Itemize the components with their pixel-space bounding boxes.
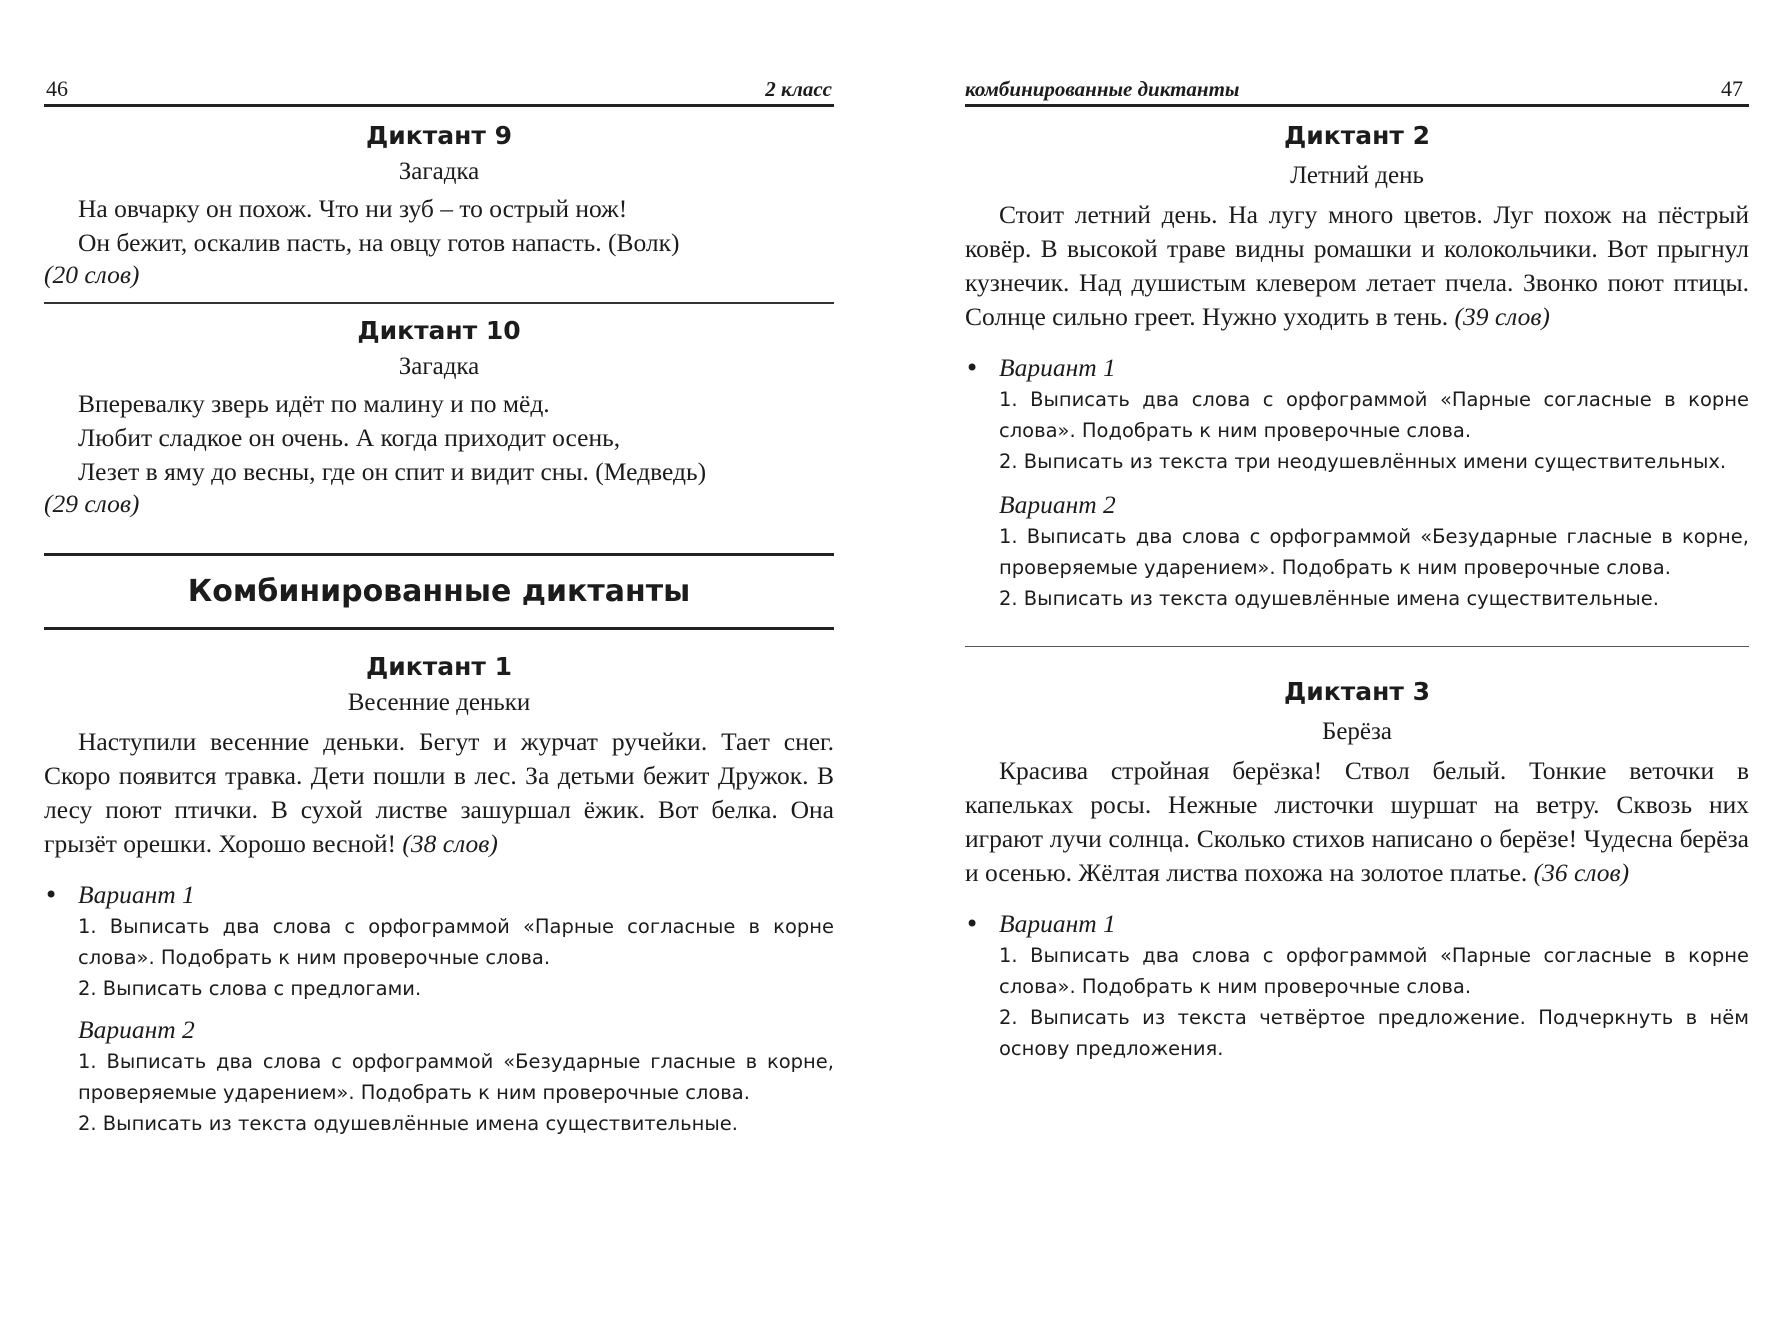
dictation-10-subtitle: Загадка [398, 353, 480, 380]
dictation-10-line: Любит сладкое он очень. А когда приходит осень, [78, 423, 621, 452]
variant-task: 1. Выписать два слова с орфограммой «Безударные гласные в корне, проверяемые ударением». Подобрать к ним проверочные слова. [999, 525, 1749, 579]
dictation-9-subtitle: Загадка [398, 158, 480, 185]
page-number: 47 [1721, 76, 1743, 101]
variant-task: 1. Выписать два слова с орфограммой «Парные согласные в корне слова». Подобрать к ним проверочные слова. [999, 944, 1749, 998]
dictation-10-line: Лезет в яму до весны, где он спит и видит сны. (Медведь) [78, 457, 707, 486]
right-running-head [965, 54, 1749, 107]
dictation-9-word-count: (20 слов) [44, 260, 140, 289]
variant-task: 1. Выписать два слова с орфограммой «Безударные гласные в корне, проверяемые ударением». Подобрать к ним проверочные слова. [78, 1050, 834, 1104]
variant-task: 1. Выписать два слова с орфограммой «Парные согласные в корне слова». Подобрать к ним проверочные слова. [999, 388, 1749, 442]
dictation-2-variant-1 [965, 352, 1749, 477]
bullet-icon: • [965, 910, 980, 938]
dictation-2-text [965, 198, 1749, 334]
dictation-1-heading: Диктант 1 [366, 652, 512, 681]
variant-label: Вариант 1 [999, 909, 1116, 938]
variant-label: Вариант 2 [999, 490, 1116, 519]
dictation-9-heading: Диктант 9 [366, 121, 512, 150]
left-page [44, 0, 834, 1139]
variant-task: 2. Выписать слова с предлогами. [78, 977, 422, 1000]
dictation-3-variant-1 [965, 908, 1749, 1064]
variant-task: 2. Выписать из текста четвёртое предложение. Подчеркнуть в нём основу предложения. [999, 1006, 1749, 1060]
dictation-2-body: Стоит летний день. На лугу много цветов. Луг похож на пёстрый ковёр. В высокой траве видны ромашки и колокольчики. Вот прыгнул кузнечик. Над душистым клевером летает пчела. Звонко поют птицы. Солнце сильно греет. Нужно уходить в тень. [965, 200, 1749, 331]
bullet-icon: • [44, 881, 59, 909]
variant-task: 2. Выписать из текста одушевлённые имена существительные. [78, 1112, 738, 1135]
dictation-9-line: Он бежит, оскалив пасть, на овцу готов напасть. (Волк) [78, 228, 680, 257]
variant-label: Вариант 1 [999, 353, 1116, 382]
dictation-1-body: Наступили весенние деньки. Бегут и журчат ручейки. Тает снег. Скоро появится травка. Дети пошли в лес. За детьми бежит Дружок. В лесу поют птички. В сухой листве зашуршал ёжик. Вот белка. Она грызёт орешки. Хорошо весной! [44, 727, 834, 858]
dictation-2-word-count: (39 слов) [1454, 302, 1550, 331]
dictation-2-variant-2 [965, 489, 1749, 614]
dictation-2-subtitle: Летний день [1290, 162, 1424, 189]
variant-task: 2. Выписать из текста три неодушевлённых имени существительных. [999, 450, 1727, 473]
bullet-icon: • [965, 354, 980, 382]
variant-label: Вариант 1 [78, 880, 195, 909]
dictation-3-body: Красива стройная берёзка! Ствол белый. Тонкие веточки в капельках росы. Нежные листочки шуршат на ветру. Сквозь них играют лучи солнца. Сколько стихов написано о берёзе! Чудесна берёза и осенью. Жёлтая листва похожа на золотое платье. [965, 756, 1749, 887]
dictation-10-heading: Диктант 10 [357, 316, 521, 345]
dictation-10-word-count: (29 слов) [44, 489, 140, 518]
variant-label: Вариант 2 [78, 1015, 195, 1044]
variant-task: 2. Выписать из текста одушевлённые имена существительные. [999, 587, 1659, 610]
dictation-3-heading: Диктант 3 [1284, 677, 1430, 706]
dictation-3-text [965, 754, 1749, 890]
running-title: 2 класс [765, 77, 832, 101]
dictation-1-subtitle: Весенние деньки [347, 689, 531, 716]
dictation-2-heading: Диктант 2 [1284, 121, 1430, 150]
dictation-1-text [44, 725, 834, 861]
dictation-1-variant-1 [44, 879, 834, 1004]
right-page [965, 0, 1749, 1064]
dictation-1-word-count: (38 слов) [402, 829, 498, 858]
dictation-3-word-count: (36 слов) [1533, 858, 1630, 887]
running-title: комбинированные диктанты [965, 77, 1240, 101]
section-title: Комбинированные диктанты [187, 574, 691, 609]
dictation-10-line: Вперевалку зверь идёт по малину и по мёд. [78, 389, 550, 418]
dictation-3-subtitle: Берёза [1321, 718, 1393, 745]
page-number: 46 [46, 76, 68, 101]
dictation-9-line: На овчарку он похож. Что ни зуб – то острый нож! [78, 194, 628, 223]
left-running-head [44, 54, 834, 107]
dictation-1-variant-2 [44, 1014, 834, 1139]
variant-task: 1. Выписать два слова с орфограммой «Парные согласные в корне слова». Подобрать к ним проверочные слова. [78, 915, 834, 969]
